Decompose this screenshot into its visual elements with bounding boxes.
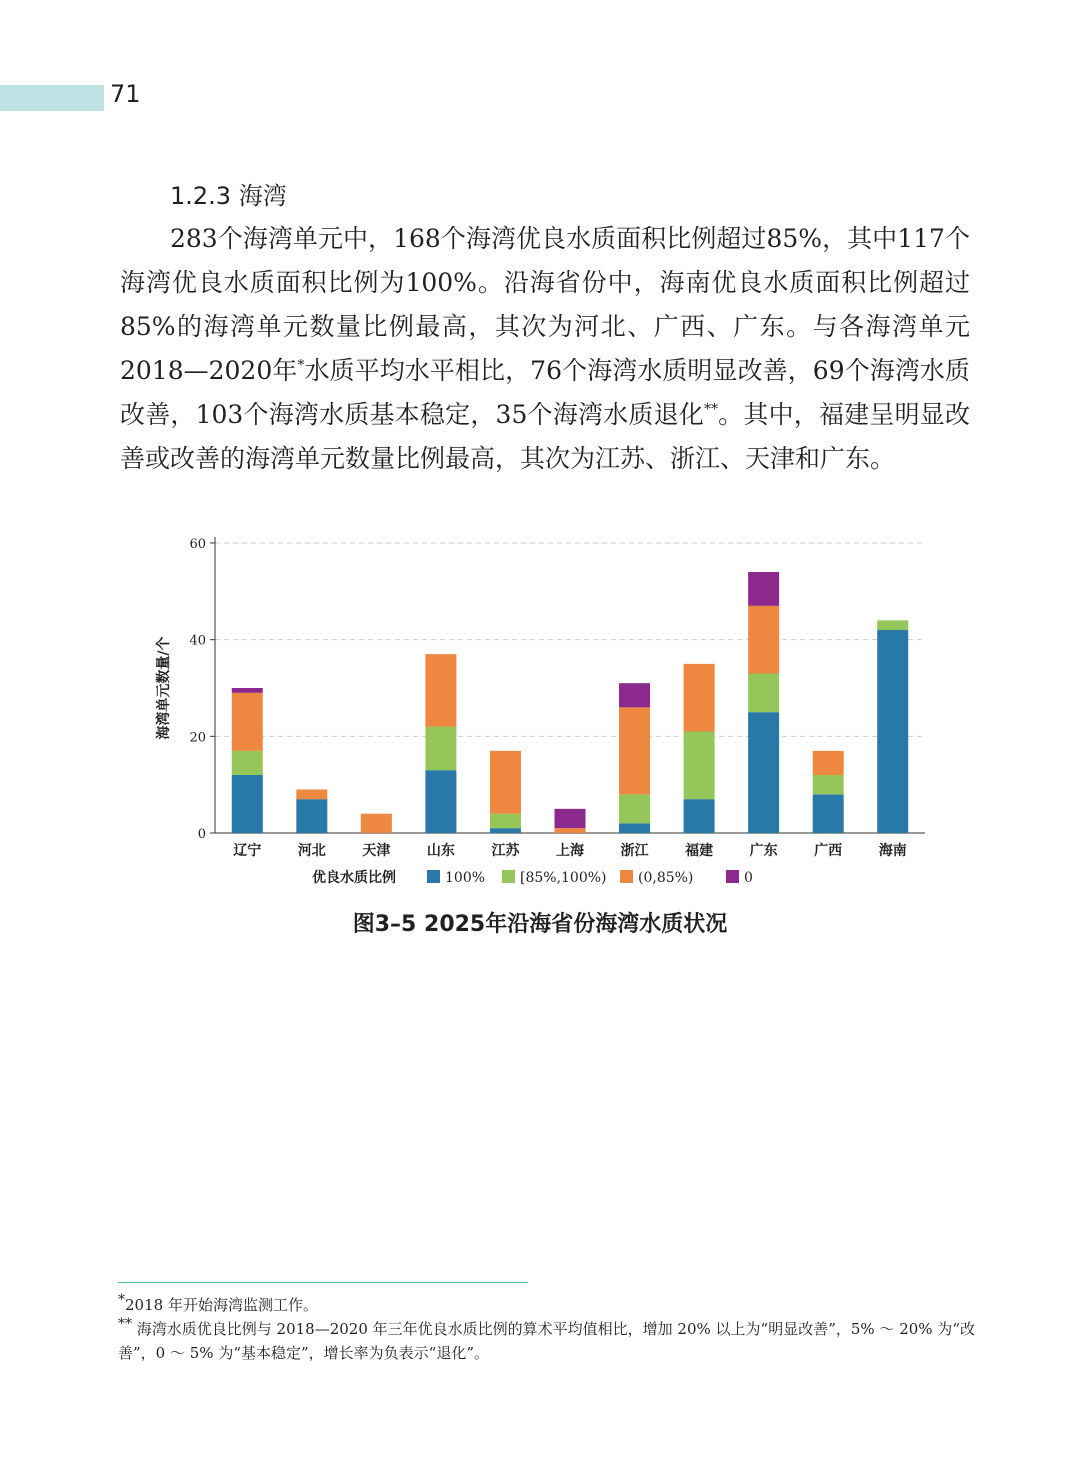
- bar-segment: [748, 572, 779, 606]
- bar-segment: [232, 775, 263, 833]
- footnotes: [118, 1293, 978, 1365]
- bar-segment: [684, 664, 715, 732]
- body-text-part: 283个海湾单元中，168个海湾优良水质面积比例超过85%，其中117个海湾优良水质面积比例为100%。沿海省份中，海南优良水质面积比例超过85%的海湾单元数量比例最高，其次为河北、广西、广东。与各海湾单元2018—2020年: [120, 224, 970, 385]
- x-tick-label: 河北: [297, 843, 326, 859]
- x-tick-label: 广西: [814, 843, 843, 859]
- bar-segment: [232, 688, 263, 693]
- bar-segment: [232, 693, 263, 751]
- legend-label: [85%,100%): [520, 870, 607, 886]
- body-text: [120, 217, 970, 481]
- legend-swatch: [502, 870, 515, 883]
- bar-segment: [748, 712, 779, 833]
- bar-segment: [877, 620, 908, 630]
- bar-segment: [684, 732, 715, 800]
- x-tick-label: 上海: [556, 843, 584, 859]
- legend-swatch: [427, 870, 440, 883]
- legend-label: 0: [744, 870, 753, 886]
- bar-segment: [425, 727, 456, 771]
- x-tick-label: 广东: [749, 843, 778, 859]
- footnote-2: [118, 1317, 978, 1365]
- footnote-ref: **: [703, 401, 718, 418]
- body-text-part: 水质平均水平相比，76个海湾水质明显改善，69个海湾水质改善，103个海湾水质基本稳定，35个海湾水质退化: [120, 356, 970, 429]
- footnote-mark: *: [118, 1292, 125, 1308]
- x-tick-label: 福建: [685, 843, 714, 859]
- footnote-divider: [118, 1282, 528, 1283]
- y-tick-label: 0: [197, 827, 206, 842]
- bar-segment: [296, 799, 327, 833]
- bar-segment: [813, 751, 844, 775]
- x-tick-label: 山东: [426, 843, 455, 859]
- bar-segment: [684, 799, 715, 833]
- bar-segment: [619, 794, 650, 823]
- bar-segment: [490, 751, 521, 814]
- x-tick-label: 浙江: [620, 843, 649, 859]
- bar-segment: [813, 794, 844, 833]
- bar-segment: [877, 630, 908, 833]
- bar-segment: [490, 828, 521, 833]
- section-heading: 1.2.3 海湾: [170, 182, 287, 210]
- footnote-ref: *: [297, 357, 305, 374]
- legend-label: (0,85%): [638, 870, 694, 886]
- x-tick-label: 天津: [362, 843, 391, 859]
- bar-segment: [813, 775, 844, 794]
- bar-segment: [490, 814, 521, 829]
- body-paragraph: [120, 217, 970, 481]
- bar-segment: [619, 707, 650, 794]
- bar-segment: [619, 683, 650, 707]
- footnote-mark: **: [118, 1316, 132, 1332]
- legend-title: 优良水质比例: [312, 870, 396, 886]
- bar-segment: [555, 809, 586, 828]
- y-tick-label: 20: [189, 730, 206, 746]
- figure-caption: 图3–5 2025年沿海省份海湾水质状况: [352, 912, 728, 937]
- bar-segment: [555, 828, 586, 833]
- bar-segment: [619, 823, 650, 833]
- page-number: 71: [110, 80, 141, 108]
- body-text-part: 。其中，福建呈明显改善或改善的海湾单元数量比例最高，其次为江苏、浙江、天津和广东。: [120, 400, 970, 473]
- bar-segment: [296, 790, 327, 800]
- legend-label: 100%: [445, 870, 486, 886]
- footnote-text: 海湾水质优良比例与 2018—2020 年三年优良水质比例的算术平均值相比，增加 20% 以上为“明显改善”，5% ～ 20% 为“改善”，0 ～ 5% 为“基本稳定”，增长率为负表示“退化”。: [118, 1320, 975, 1362]
- bar-segment: [425, 654, 456, 727]
- bar-segment: [748, 674, 779, 713]
- bar-segment: [361, 814, 392, 833]
- legend-swatch: [620, 870, 633, 883]
- y-tick-label: 60: [189, 537, 206, 552]
- bar-segment: [425, 770, 456, 833]
- x-tick-label: 辽宁: [233, 843, 262, 859]
- stacked-bar-chart: [140, 525, 940, 905]
- x-tick-label: 海南: [878, 843, 907, 859]
- bar-segment: [232, 751, 263, 775]
- footnote-text: 2018 年开始海湾监测工作。: [125, 1296, 318, 1314]
- y-axis-label: 海湾单元数量/个: [156, 636, 172, 740]
- page-tab-decoration: [0, 85, 104, 111]
- x-tick-label: 江苏: [491, 843, 520, 859]
- y-tick-label: 40: [189, 633, 206, 649]
- bar-segment: [748, 606, 779, 674]
- legend-swatch: [726, 870, 739, 883]
- footnote-1: [118, 1293, 978, 1317]
